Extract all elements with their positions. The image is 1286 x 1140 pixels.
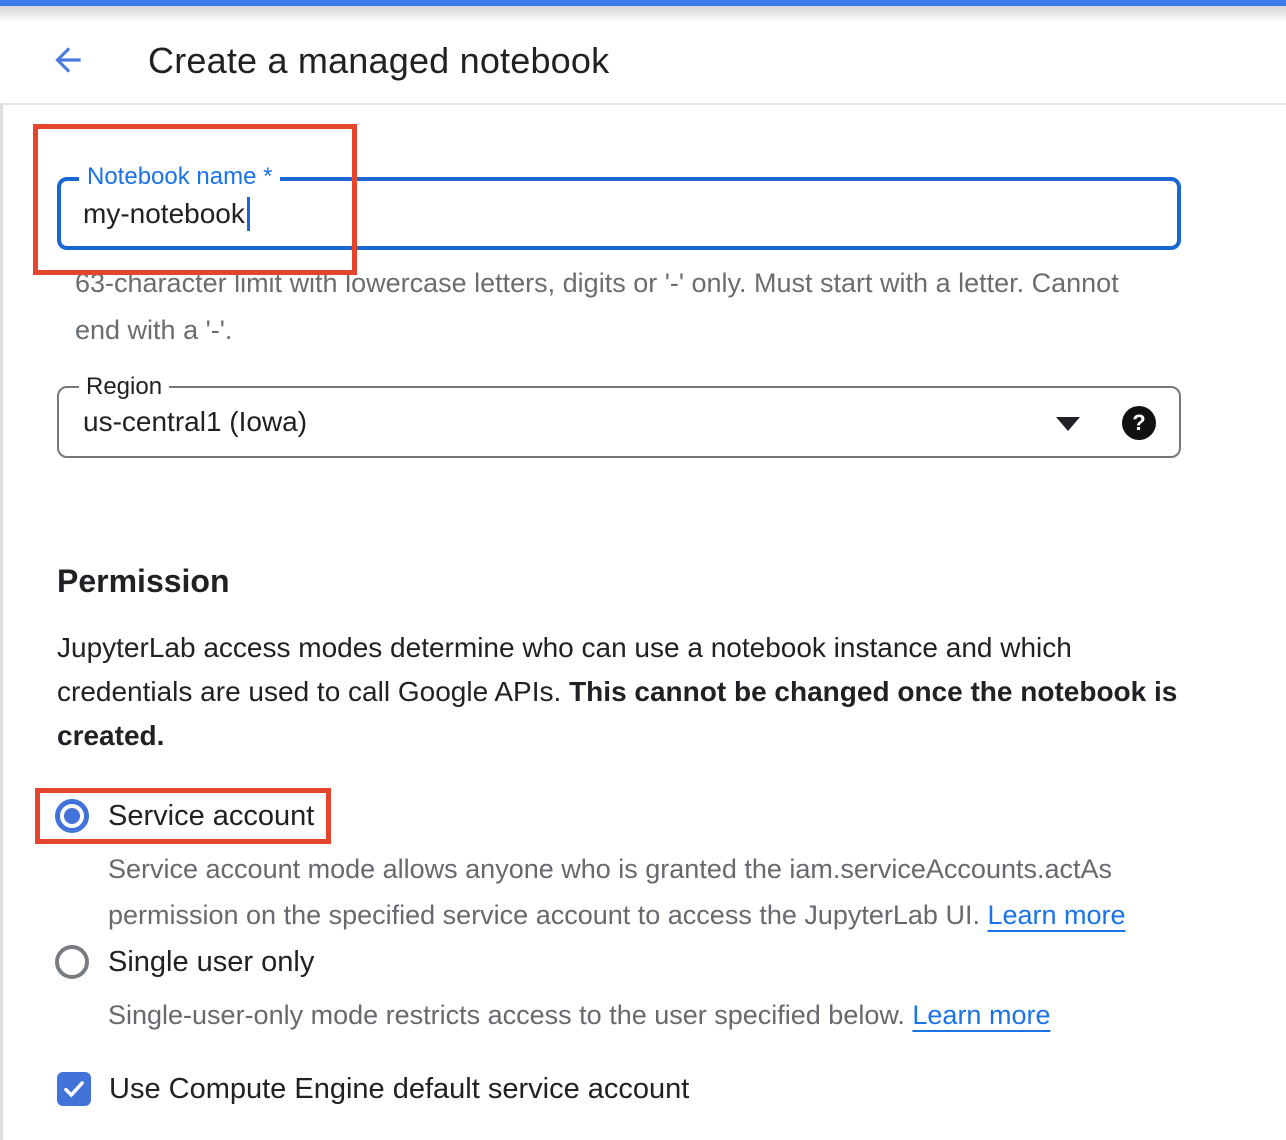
panel-left-border: [0, 6, 3, 1140]
permission-intro: JupyterLab access modes determine who can use a notebook instance and which credentials are used to call Google APIs. This cannot be changed once the notebook is created.: [57, 632, 1178, 751]
service-account-radio-label[interactable]: Service account: [108, 799, 315, 832]
top-accent-bar: [0, 0, 1286, 6]
radio-option-single-user-only[interactable]: [55, 945, 314, 979]
arrow-left-icon: [49, 41, 87, 79]
service-account-description: Service account mode allows anyone who is granted the iam.serviceAccounts.actAs permission on the specified service account to access the JupyterLab UI. Learn more: [108, 854, 1126, 930]
notebook-name-helper-text: 63-character limit with lowercase letters, digits or '-' only. Must start with a letter. Cannot end with a '-'.: [75, 268, 1119, 345]
text-cursor: [247, 197, 250, 231]
page-header: [0, 6, 1286, 103]
page-title: Create a managed notebook: [148, 40, 610, 81]
learn-more-link-single-user[interactable]: Learn more: [912, 1000, 1051, 1030]
radio-unselected-icon[interactable]: [55, 945, 89, 979]
header-divider: [0, 103, 1286, 105]
default-service-account-checkbox-row[interactable]: [57, 1072, 689, 1106]
notebook-name-input[interactable]: my-notebook: [83, 197, 245, 229]
notebook-name-field[interactable]: [57, 163, 1181, 250]
permission-heading: Permission: [57, 563, 230, 599]
region-value: us-central1 (Iowa): [83, 406, 308, 437]
radio-option-service-account[interactable]: [55, 799, 314, 833]
notebook-name-label: Notebook name *: [79, 164, 280, 190]
single-user-only-description: Single-user-only mode restricts access to the user specified below. Learn more: [108, 1000, 1051, 1030]
region-label: Region: [79, 374, 169, 400]
default-service-account-checkbox-label[interactable]: Use Compute Engine default service account: [109, 1072, 690, 1105]
back-button[interactable]: [48, 40, 88, 80]
radio-selected-icon[interactable]: [55, 799, 89, 833]
checkbox-checked-icon[interactable]: [57, 1072, 91, 1106]
single-user-only-radio-label[interactable]: Single user only: [108, 945, 315, 978]
chevron-down-icon[interactable]: [1056, 417, 1080, 431]
help-icon[interactable]: ?: [1122, 406, 1156, 440]
region-select[interactable]: [57, 373, 1181, 458]
learn-more-link-service-account[interactable]: Learn more: [987, 900, 1126, 930]
